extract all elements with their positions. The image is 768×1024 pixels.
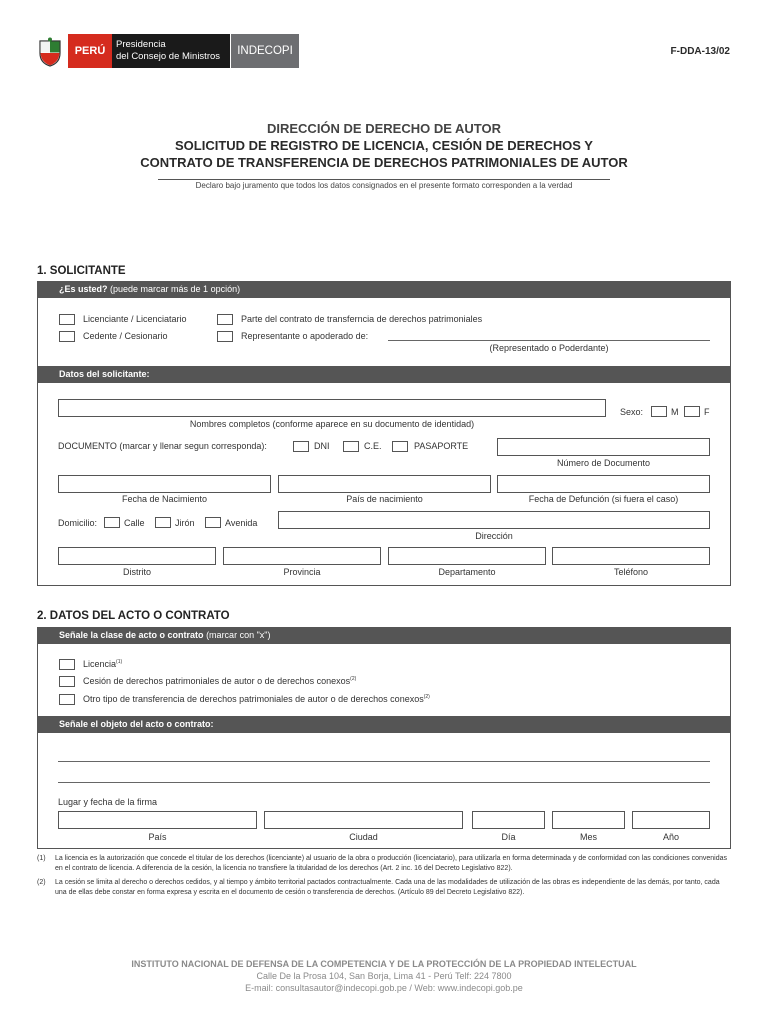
fecha-defuncion-input[interactable] xyxy=(497,475,710,493)
footer-contact: E-mail: consultasautor@indecopi.gob.pe / Web: www.indecopi.gob.pe xyxy=(245,983,523,993)
jiron-label: Jirón xyxy=(175,518,195,528)
title-direction: DIRECCIÓN DE DERECHO DE AUTOR xyxy=(266,121,502,136)
es-usted-note: (puede marcar más de 1 opción) xyxy=(107,284,241,294)
provincia-caption: Provincia xyxy=(283,567,321,577)
form-code: F-DDA-13/02 xyxy=(670,46,730,57)
otro-tipo-text: Otro tipo de transferencia de derechos patrimoniales de autor o de derechos conexos xyxy=(83,694,424,704)
peru-logo: PERÚ xyxy=(68,34,112,68)
pais-input[interactable] xyxy=(58,811,257,829)
section1-heading: 1. SOLICITANTE xyxy=(37,265,126,277)
sexo-f-label: F xyxy=(704,407,710,417)
pcm-line1: Presidencia xyxy=(116,39,166,50)
parte-contrato-checkbox[interactable] xyxy=(217,314,233,325)
sexo-f-checkbox[interactable] xyxy=(684,406,700,417)
section2-heading: 2. DATOS DEL ACTO O CONTRATO xyxy=(37,610,230,622)
calle-checkbox[interactable] xyxy=(104,517,120,528)
domicilio-label: Domicilio: xyxy=(58,518,98,528)
es-usted-bold: ¿Es usted? xyxy=(59,284,108,294)
clase-acto-bar xyxy=(37,627,731,644)
departamento-caption: Departamento xyxy=(438,567,496,577)
pasaporte-checkbox[interactable] xyxy=(392,441,408,452)
footer-address: Calle De la Prosa 104, San Borja, Lima 41 - Perú Telf: 224 7800 xyxy=(256,971,512,981)
fecha-nacimiento-input[interactable] xyxy=(58,475,271,493)
footer-institution: INSTITUTO NACIONAL DE DEFENSA DE LA COMPETENCIA Y DE LA PROTECCIÓN DE LA PROPIEDAD INTELECTUAL xyxy=(131,959,637,969)
pais-caption: País xyxy=(148,832,167,842)
sexo-label: Sexo: xyxy=(620,407,644,417)
licencia-footnote-ref: (1) xyxy=(116,659,123,665)
sexo-m-label: M xyxy=(671,407,679,417)
telefono-caption: Teléfono xyxy=(613,567,649,577)
anio-caption: Año xyxy=(662,832,679,842)
provincia-input[interactable] xyxy=(223,547,381,565)
ce-label: C.E. xyxy=(364,441,382,451)
direccion-input[interactable] xyxy=(278,511,710,529)
pcm-logo xyxy=(112,34,230,68)
representante-checkbox[interactable] xyxy=(217,331,233,342)
avenida-checkbox[interactable] xyxy=(205,517,221,528)
pcm-line2: del Consejo de Ministros xyxy=(116,51,221,62)
calle-label: Calle xyxy=(124,518,145,528)
licencia-checkbox[interactable] xyxy=(59,659,75,670)
es-usted-bar xyxy=(37,281,731,298)
footnote-1: La licencia es la autorización que concede el titular de los derechos (licenciante) al usuario de la obra o producción (licenciatario), para utilizarla en forma determinada y de conformidad con las condiciones convenidas en el contrato de licencia. A diferencia de la cesión, la licencia no transfiere la titularidad de los derechos (Art. 2 inc. 16 del Decreto Legislativo 822). xyxy=(55,855,727,872)
clase-acto-bold: Señale la clase de acto o contrato xyxy=(59,630,204,640)
numero-documento-input[interactable] xyxy=(497,438,710,456)
dia-input[interactable] xyxy=(472,811,545,829)
distrito-input[interactable] xyxy=(58,547,216,565)
jiron-checkbox[interactable] xyxy=(155,517,171,528)
anio-input[interactable] xyxy=(632,811,710,829)
telefono-input[interactable] xyxy=(552,547,710,565)
title-line-3: CONTRATO DE TRANSFERENCIA DE DERECHOS PATRIMONIALES DE AUTOR xyxy=(140,155,628,170)
footnote-1-mark: (1) xyxy=(37,855,46,862)
represented-line[interactable] xyxy=(388,340,710,341)
represented-caption: (Representado o Poderdante) xyxy=(489,343,609,353)
declaration-rule xyxy=(158,179,610,180)
cedente-checkbox[interactable] xyxy=(59,331,75,342)
departamento-input[interactable] xyxy=(388,547,546,565)
footnote-2: La cesión se limita al derecho o derechos cedidos, y al tiempo y ámbito territorial pactados contractualmente. Cada una de las modalidades de utilización de las obras es independiente de las demás, por tanto, cada una de ellas debe constar en forma expresa y escrita en el documento de cesión o transferencia de derechos. (Artículo 89 del Decreto Legislativo 822). xyxy=(55,879,720,896)
pais-nacimiento-input[interactable] xyxy=(278,475,491,493)
licencia-text: Licencia xyxy=(83,659,117,669)
distrito-caption: Distrito xyxy=(122,567,151,577)
otro-tipo-label xyxy=(83,694,430,704)
lugar-fecha-label: Lugar y fecha de la firma xyxy=(58,797,158,807)
otro-tipo-footnote-ref: (2) xyxy=(423,694,430,700)
dni-checkbox[interactable] xyxy=(293,441,309,452)
objeto-line-2[interactable] xyxy=(58,782,710,783)
indecopi-logo: INDECOPI xyxy=(231,34,299,68)
documento-label: DOCUMENTO (marcar y llenar segun corresponda): xyxy=(58,441,267,451)
declaration-text: Declaro bajo juramento que todos los datos consignados en el presente formato corresponden a la verdad xyxy=(195,181,573,190)
objeto-line-1[interactable] xyxy=(58,761,710,762)
objeto-acto-bar xyxy=(37,716,731,733)
title-line-2: SOLICITUD DE REGISTRO DE LICENCIA, CESIÓN DE DERECHOS Y xyxy=(175,138,593,153)
licencia-label xyxy=(83,659,122,669)
ciudad-input[interactable] xyxy=(264,811,463,829)
ciudad-caption: Ciudad xyxy=(349,832,378,842)
sexo-m-checkbox[interactable] xyxy=(651,406,667,417)
parte-contrato-label: Parte del contrato de transferncia de derechos patrimoniales xyxy=(241,314,483,324)
footnote-2-mark: (2) xyxy=(37,879,46,886)
numero-documento-caption: Número de Documento xyxy=(556,458,651,468)
cesion-label xyxy=(83,676,356,686)
cesion-checkbox[interactable] xyxy=(59,676,75,687)
otro-tipo-checkbox[interactable] xyxy=(59,694,75,705)
dia-caption: Día xyxy=(501,832,516,842)
mes-input[interactable] xyxy=(552,811,625,829)
ce-checkbox[interactable] xyxy=(343,441,359,452)
peru-coat-of-arms-icon xyxy=(36,37,64,67)
clase-acto-note: (marcar con "x") xyxy=(203,630,271,640)
pais-nacimiento-caption: País de nacimiento xyxy=(346,494,423,504)
objeto-acto-label: Señale el objeto del acto o contrato: xyxy=(59,719,214,729)
full-name-input[interactable] xyxy=(58,399,606,417)
cesion-text: Cesión de derechos patrimoniales de autor o de derechos conexos xyxy=(83,676,351,686)
fecha-defuncion-caption: Fecha de Defunción (si fuera el caso) xyxy=(528,494,679,504)
direccion-caption: Dirección xyxy=(475,531,513,541)
licenciante-label: Licenciante / Licenciatario xyxy=(83,314,187,324)
representante-label: Representante o apoderado de: xyxy=(241,331,369,341)
cesion-footnote-ref: (2) xyxy=(350,676,357,682)
full-name-caption: Nombres completos (conforme aparece en su documento de identidad) xyxy=(189,419,475,429)
datos-solicitante-label: Datos del solicitante: xyxy=(59,369,150,379)
avenida-label: Avenida xyxy=(225,518,258,528)
pasaporte-label: PASAPORTE xyxy=(414,441,469,451)
mes-caption: Mes xyxy=(579,832,597,842)
fecha-nacimiento-caption: Fecha de Nacimiento xyxy=(121,494,208,504)
datos-solicitante-bar xyxy=(37,366,731,383)
dni-label: DNI xyxy=(314,441,330,451)
cedente-label: Cedente / Cesionario xyxy=(83,331,168,341)
licenciante-checkbox[interactable] xyxy=(59,314,75,325)
